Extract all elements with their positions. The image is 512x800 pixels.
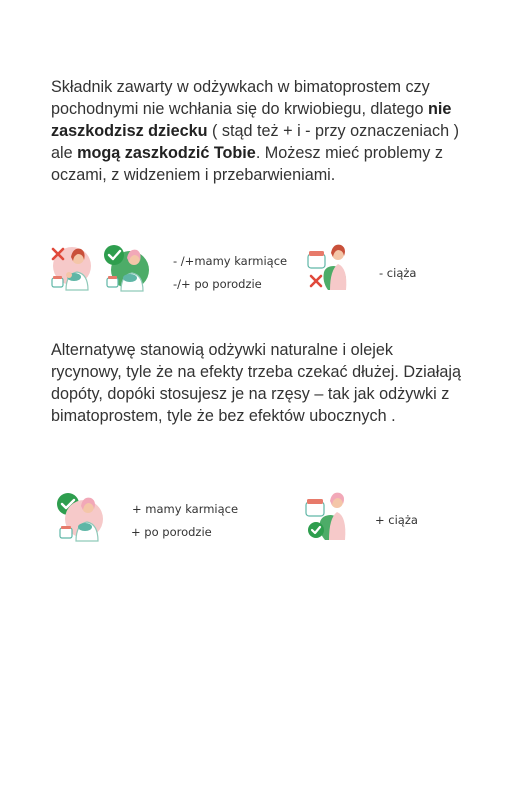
paragraph-text: . Możesz mieć problemy z oczami, z widzeniem i przebarwieniami.	[51, 144, 443, 184]
check-pregnancy-icon	[303, 490, 353, 542]
bold-may-harm-you: mogą zaszkodzić Tobie	[77, 144, 256, 162]
paragraph-bimatoprost	[51, 76, 461, 186]
paragraph-text: ( stąd też + i - przy oznaczeniach ) ale	[51, 122, 460, 162]
paragraph-alternatives	[51, 339, 461, 427]
label-feeding-mothers: - /+mamy karmiące	[173, 254, 288, 268]
label-postpartum: -/+ po porodzie	[173, 277, 262, 291]
icon-row-bimatoprost	[0, 242, 512, 302]
label-pregnancy: + ciąża	[375, 513, 418, 527]
paragraph-text: Alternatywę stanowią odżywki naturalne i olejek rycynowy, tyle że na efekty trzeba czekać dłużej. Działają dopóty, dopóki stosujesz je na rzęsy – tak jak odżywki z bimatoprostem, tyle że bez efektów ubocznych .	[51, 341, 461, 425]
label-pregnancy: - ciąża	[379, 266, 417, 280]
label-postpartum: + po porodzie	[131, 525, 212, 539]
bold-not-harm-child: nie zaszkodzisz dziecku	[51, 100, 452, 140]
icon-row-natural	[0, 490, 512, 550]
paragraph-text: Składnik zawarty w odżywkach w bimatoprostem czy pochodnymi nie wchłania się do krwiobiegu, dlatego	[51, 78, 430, 118]
check-postpartum-icon	[103, 244, 151, 292]
cross-breastfeeding-icon	[50, 244, 98, 292]
label-feeding-mothers: + mamy karmiące	[132, 502, 239, 516]
cross-pregnancy-icon	[306, 242, 354, 292]
check-breastfeeding-icon	[56, 492, 106, 542]
